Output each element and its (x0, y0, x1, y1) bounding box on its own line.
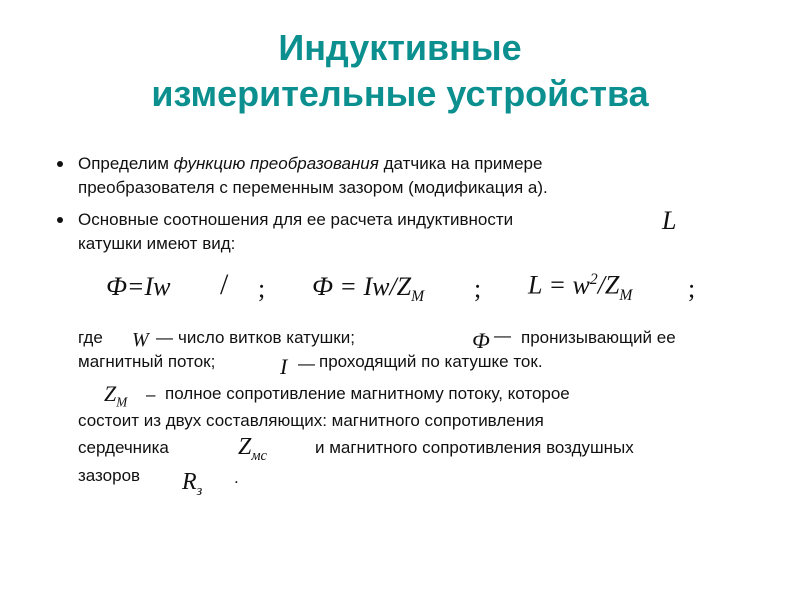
inductance-symbol: L (662, 206, 677, 235)
formula-3 (528, 272, 632, 303)
formula-3-semicolon: ; (688, 274, 696, 303)
turns-symbol: W (132, 329, 149, 351)
slide-title-line-2: измерительные устройства (151, 73, 649, 114)
reluctance-line-2: состоит из двух составляющих: магнитного сопротивления (78, 411, 544, 430)
formula-2-main: Ф = Iw/Z (312, 272, 412, 301)
formula-1-rhs: Iw (144, 272, 171, 301)
formula-2-semicolon: ; (474, 274, 482, 303)
defs-where: где (78, 328, 103, 347)
current-description: проходящий по катушке ток. (319, 352, 543, 371)
bullet-2-line-2: катушки имеют вид: (78, 234, 236, 253)
formula-1-slash: / (220, 268, 229, 301)
formula-3-mid: /Z (597, 270, 620, 300)
turns-dash: — (156, 328, 173, 347)
reluctance-symbol-main: Z (104, 381, 117, 406)
bullet-2-line-1: Основные соотношения для ее расчета индуктивности (78, 210, 514, 229)
final-period: . (234, 468, 239, 487)
formula-2-subscript: M (411, 288, 425, 306)
turns-description: число витков катушки; (178, 328, 355, 347)
current-dash: — (298, 354, 315, 373)
flux-symbol: Ф (472, 328, 490, 353)
formula-1-lhs: Ф= (106, 272, 145, 301)
reluctance-symbol-sub: M (116, 394, 128, 410)
slide-title-line-1: Индуктивные (278, 27, 522, 68)
bullet-1-text-b: датчика на примере (378, 154, 543, 173)
reluctance-dash: – (146, 385, 156, 404)
bullet-dot-1 (57, 161, 63, 167)
gap-reluctance-main: R (182, 469, 197, 495)
formula-2 (312, 274, 424, 305)
core-reluctance-symbol (238, 435, 267, 463)
bullet-dot-2 (57, 217, 63, 223)
gaps-label: зазоров (78, 466, 141, 485)
core-label: сердечника (78, 438, 169, 457)
flux-dash: — (494, 326, 511, 345)
air-gap-text: и магнитного сопротивления воздушных (315, 438, 634, 457)
core-reluctance-main: Z (238, 434, 252, 460)
reluctance-symbol (104, 383, 127, 409)
bullet-1-line-1 (78, 153, 542, 175)
flux-description: пронизывающий ее (521, 328, 676, 347)
bullet-1-italic-term: функцию преобразования (173, 154, 379, 173)
reluctance-description: полное сопротивление магнитному потоку, которое (165, 384, 570, 403)
flux-description-cont: магнитный поток; (78, 352, 216, 371)
current-symbol: I (280, 354, 288, 379)
formula-3-main: L = w (528, 270, 590, 300)
gap-reluctance-symbol (182, 470, 202, 498)
bullet-1-text-a: Определим (78, 154, 174, 173)
formula-3-superscript: 2 (589, 271, 598, 288)
core-reluctance-sub: мс (251, 447, 267, 464)
formula-1-semicolon: ; (258, 274, 266, 303)
formula-3-subscript: M (619, 286, 633, 304)
gap-reluctance-sub: з (196, 482, 203, 499)
bullet-1-line-2: преобразователя с переменным зазором (модификация а). (78, 178, 548, 197)
formula-1 (106, 274, 170, 300)
